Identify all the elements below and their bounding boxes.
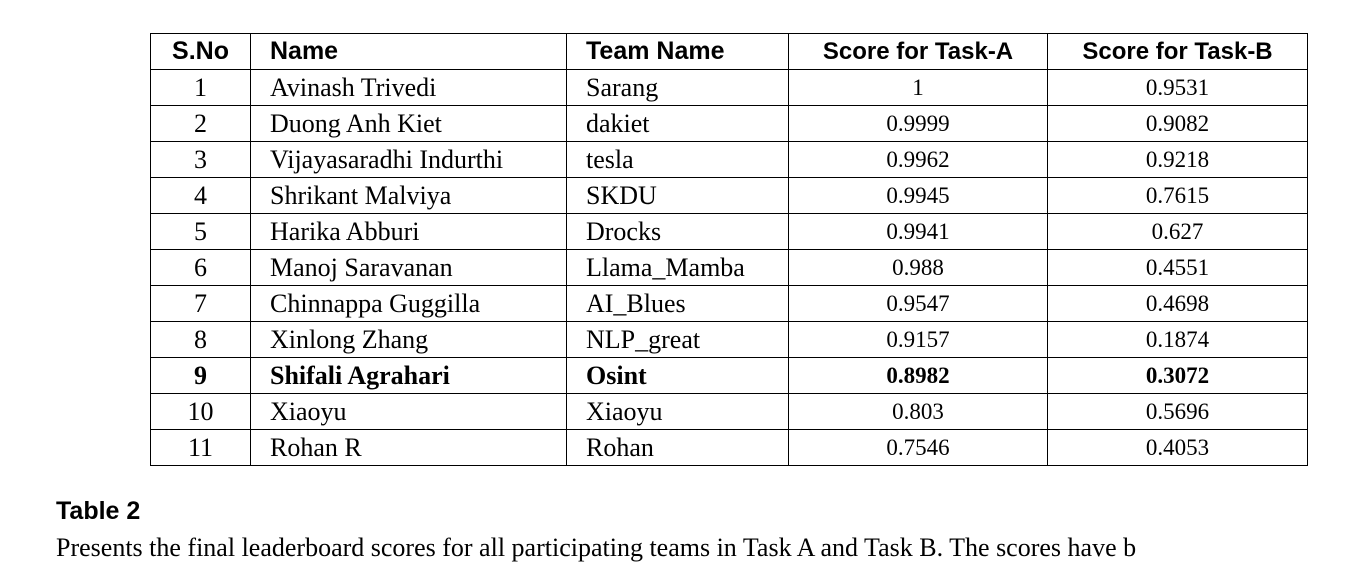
header-sno: S.No: [151, 34, 251, 70]
cell-score-task-a: 0.9547: [789, 286, 1048, 322]
header-row: [151, 34, 1308, 70]
cell-score-task-b: 0.9218: [1048, 142, 1308, 178]
header-team-name: Team Name: [567, 34, 789, 70]
table-row: [151, 178, 1308, 214]
cell-score-task-a: 0.9999: [789, 106, 1048, 142]
cell-team-name: dakiet: [567, 106, 789, 142]
header-score-task-b: Score for Task-B: [1048, 34, 1308, 70]
cell-team-name: Sarang: [567, 70, 789, 106]
cell-team-name: Osint: [567, 358, 789, 394]
cell-name: Duong Anh Kiet: [251, 106, 567, 142]
cell-name: Vijayasaradhi Indurthi: [251, 142, 567, 178]
cell-score-task-a: 0.9941: [789, 214, 1048, 250]
cell-sno: 1: [151, 70, 251, 106]
cell-score-task-b: 0.4053: [1048, 430, 1308, 466]
cell-score-task-b: 0.9082: [1048, 106, 1308, 142]
cell-score-task-b: 0.627: [1048, 214, 1308, 250]
cell-score-task-a: 0.8982: [789, 358, 1048, 394]
cell-team-name: SKDU: [567, 178, 789, 214]
cell-sno: 3: [151, 142, 251, 178]
cell-name: Xiaoyu: [251, 394, 567, 430]
cell-sno: 7: [151, 286, 251, 322]
cell-name: Manoj Saravanan: [251, 250, 567, 286]
cell-name: Shifali Agrahari: [251, 358, 567, 394]
cell-score-task-a: 0.9157: [789, 322, 1048, 358]
table-header: [151, 34, 1308, 70]
table-row: [151, 214, 1308, 250]
cell-team-name: NLP_great: [567, 322, 789, 358]
cell-score-task-b: 0.3072: [1048, 358, 1308, 394]
cell-sno: 4: [151, 178, 251, 214]
cell-sno: 6: [151, 250, 251, 286]
cell-sno: 8: [151, 322, 251, 358]
cell-score-task-b: 0.1874: [1048, 322, 1308, 358]
cell-sno: 2: [151, 106, 251, 142]
table-row: [151, 322, 1308, 358]
cell-name: Harika Abburi: [251, 214, 567, 250]
cell-team-name: Llama_Mamba: [567, 250, 789, 286]
cell-team-name: Drocks: [567, 214, 789, 250]
table-caption-text: Presents the final leaderboard scores for all participating teams in Task A and Task B. The scores have b: [56, 533, 1137, 562]
leaderboard-table: [150, 33, 1308, 466]
cell-score-task-a: 0.7546: [789, 430, 1048, 466]
cell-score-task-b: 0.7615: [1048, 178, 1308, 214]
cell-score-task-a: 0.9962: [789, 142, 1048, 178]
table-row: [151, 106, 1308, 142]
cell-sno: 9: [151, 358, 251, 394]
table-row: [151, 250, 1308, 286]
cell-name: Avinash Trivedi: [251, 70, 567, 106]
cell-team-name: Xiaoyu: [567, 394, 789, 430]
cell-team-name: Rohan: [567, 430, 789, 466]
cell-sno: 10: [151, 394, 251, 430]
table-row: [151, 70, 1308, 106]
cell-name: Shrikant Malviya: [251, 178, 567, 214]
table-caption-label: Table 2: [56, 497, 141, 525]
cell-score-task-b: 0.9531: [1048, 70, 1308, 106]
header-name: Name: [251, 34, 567, 70]
cell-name: Chinnappa Guggilla: [251, 286, 567, 322]
header-score-task-a: Score for Task-A: [789, 34, 1048, 70]
cell-name: Xinlong Zhang: [251, 322, 567, 358]
cell-score-task-b: 0.4698: [1048, 286, 1308, 322]
cell-sno: 11: [151, 430, 251, 466]
table-row: [151, 358, 1308, 394]
cell-name: Rohan R: [251, 430, 567, 466]
table-row: [151, 394, 1308, 430]
table-row: [151, 142, 1308, 178]
cell-score-task-a: 0.988: [789, 250, 1048, 286]
table-row: [151, 286, 1308, 322]
cell-score-task-b: 0.5696: [1048, 394, 1308, 430]
cell-team-name: tesla: [567, 142, 789, 178]
table-row: [151, 430, 1308, 466]
cell-score-task-a: 0.803: [789, 394, 1048, 430]
cell-team-name: AI_Blues: [567, 286, 789, 322]
table-body: [151, 70, 1308, 466]
cell-sno: 5: [151, 214, 251, 250]
cell-score-task-a: 1: [789, 70, 1048, 106]
cell-score-task-b: 0.4551: [1048, 250, 1308, 286]
cell-score-task-a: 0.9945: [789, 178, 1048, 214]
